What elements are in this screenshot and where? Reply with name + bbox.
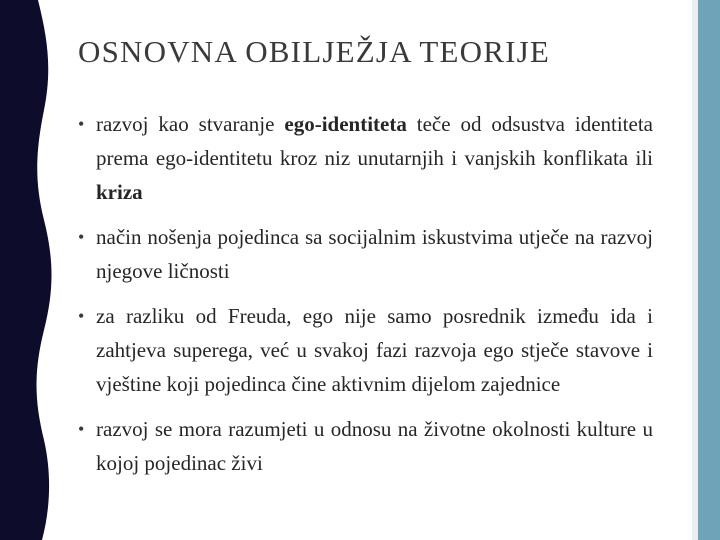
bullet-dot-icon: •	[78, 114, 85, 134]
bold-term: kriza	[96, 180, 143, 204]
text-run: način nošenja pojedinca sa socijalnim iskustvima utječe na razvoj njegove ličnosti	[96, 225, 653, 283]
bullet-text-3	[96, 417, 653, 475]
text-run: razvoj se mora razumjeti u odnosu na životne okolnosti kulture u kojoj pojedinac živi	[96, 417, 653, 475]
bullet-item	[78, 412, 653, 480]
text-run: za razliku od Freuda, ego nije samo posrednik između ida i zahtjeva superega, već u svakoj fazi razvoja ego stječe stavove i vještine koji pojedinca čine aktivnim dijelom zajednice	[96, 304, 653, 396]
left-wavy-band	[0, 0, 60, 540]
bullet-text-1	[96, 225, 653, 283]
bullet-text-2	[96, 304, 653, 396]
bullet-item	[78, 107, 653, 209]
bullet-dot-icon: •	[78, 419, 85, 439]
bullet-dot-icon: •	[78, 306, 85, 326]
slide-title: OSNOVNA OBILJEŽJA TEORIJE	[78, 34, 551, 69]
bold-term: ego-identiteta	[284, 112, 407, 136]
right-accent-bar	[698, 0, 720, 540]
bullet-list	[78, 107, 653, 491]
bullet-item	[78, 299, 653, 401]
bullet-item	[78, 220, 653, 288]
text-run: razvoj kao stvaranje	[96, 112, 285, 136]
bullet-text-0	[96, 112, 653, 204]
bullet-dot-icon: •	[78, 227, 85, 247]
text-run: teče od odsustva identiteta prema ego-identitetu kroz niz unutarnjih i vanjskih konflikata ili	[96, 112, 653, 170]
